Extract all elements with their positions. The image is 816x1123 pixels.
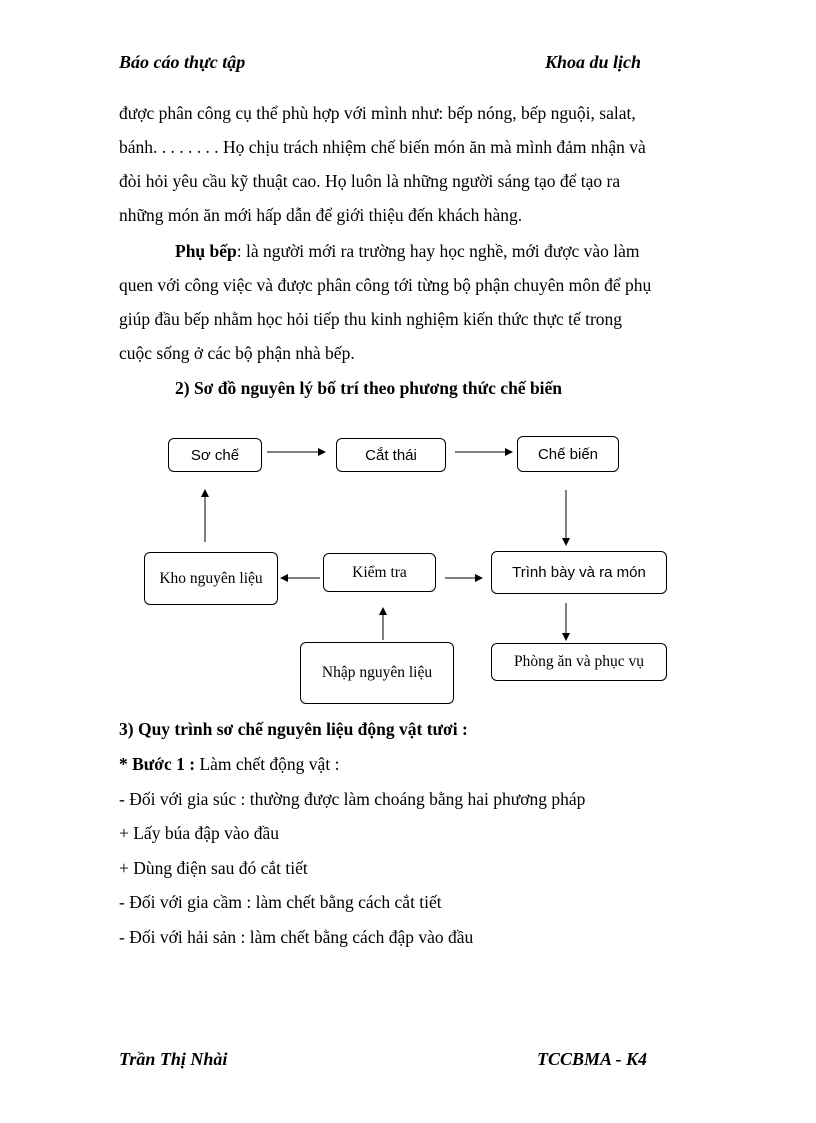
paragraph-line: đòi hỏi yêu cầu kỹ thuật cao. Họ luôn là những người sáng tạo để tạo ra — [119, 171, 621, 191]
list-item: - Đối với hải sản : làm chết bằng cách đập vào đầu — [119, 926, 474, 947]
box-che-bien: Chế biến — [517, 436, 619, 472]
box-kiem-tra: Kiểm tra — [323, 553, 436, 592]
paragraph-line: bánh. . . . . . . . Họ chịu trách nhiệm chế biến món ăn mà mình đảm nhận và — [119, 137, 646, 157]
box-so-che: Sơ chế — [168, 438, 262, 472]
paragraph-line: cuộc sống ở các bộ phận nhà bếp. — [119, 343, 355, 363]
paragraph-line: được phân công cụ thể phù hợp với mình như: bếp nóng, bếp nguội, salat, — [119, 103, 636, 123]
header-right: Khoa du lịch — [545, 52, 642, 72]
list-item: + Dùng điện sau đó cắt tiết — [119, 857, 308, 878]
term-phu-bep: Phụ bếp — [175, 241, 237, 261]
step-1 — [119, 747, 585, 782]
steps-list — [119, 747, 585, 954]
footer-right: TCCBMA - K4 — [537, 1049, 648, 1069]
step-1-text: Làm chết động vật : — [195, 754, 340, 774]
paragraph-line: những món ăn mới hấp dẫn để giới thiệu đến khách hàng. — [119, 205, 523, 225]
box-cat-thai: Cắt thái — [336, 438, 446, 472]
list-item: - Đối với gia súc : thường được làm choáng bằng hai phương pháp — [119, 788, 586, 809]
section-2-title: 2) Sơ đồ nguyên lý bố trí theo phương thức chế biến — [175, 378, 563, 398]
box-phong-an: Phòng ăn và phục vụ — [491, 643, 667, 681]
section-3-title: 3) Quy trình sơ chế nguyên liệu động vật tươi : — [119, 719, 468, 739]
list-item: + Lấy búa đập vào đầu — [119, 823, 280, 843]
paragraph-line: giúp đầu bếp nhằm học hỏi tiếp thu kinh nghiệm kiến thức thực tế trong — [119, 309, 623, 329]
list-item: - Đối với gia cầm : làm chết bằng cách cắt tiết — [119, 892, 442, 912]
box-kho-nguyen-lieu: Kho nguyên liệu — [144, 552, 278, 605]
paragraph-line: quen với công việc và được phân công tới từng bộ phận chuyên môn để phụ — [119, 275, 652, 295]
step-1-label: * Bước 1 : — [119, 754, 196, 774]
header-left: Báo cáo thực tập — [119, 52, 246, 72]
box-trinh-bay: Trình bày và ra món — [491, 551, 667, 594]
box-nhap-nguyen-lieu: Nhập nguyên liệu — [300, 642, 454, 704]
paragraph-text: : là người mới ra trường hay học nghề, mới được vào làm — [236, 241, 640, 261]
footer-left: Trần Thị Nhài — [119, 1049, 228, 1069]
